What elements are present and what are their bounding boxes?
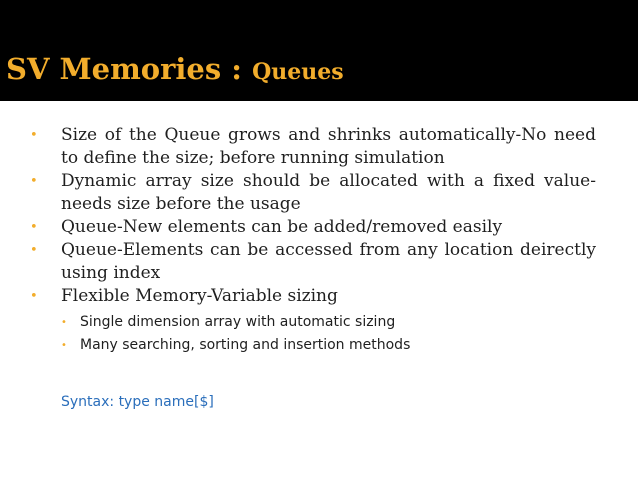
slide-title-main: SV Memories :	[6, 52, 253, 86]
sub-bullet-item: • Many searching, sorting and insertion methods	[30, 334, 596, 357]
bullet-item: • Flexible Memory-Variable sizing	[30, 285, 596, 308]
slide-title-sub: Queues	[252, 59, 344, 85]
slide-title	[6, 52, 344, 84]
bullet-item: • Queue-Elements can be accessed from any location deirectly using index	[30, 239, 596, 285]
bullet-item: • Queue-New elements can be added/removed easily	[30, 216, 596, 239]
sub-bullet-item: • Single dimension array with automatic sizing	[30, 311, 596, 334]
slide-content	[30, 124, 596, 357]
bullet-item: • Dynamic array size should be allocated with a fixed value-needs size before the usage	[30, 170, 596, 216]
syntax-line: Syntax: type name[$]	[61, 394, 214, 410]
bullet-item: • Size of the Queue grows and shrinks automatically-No need to define the size; before running simulation	[30, 124, 596, 170]
title-bar	[0, 0, 638, 101]
sub-bullet-list	[30, 311, 596, 357]
